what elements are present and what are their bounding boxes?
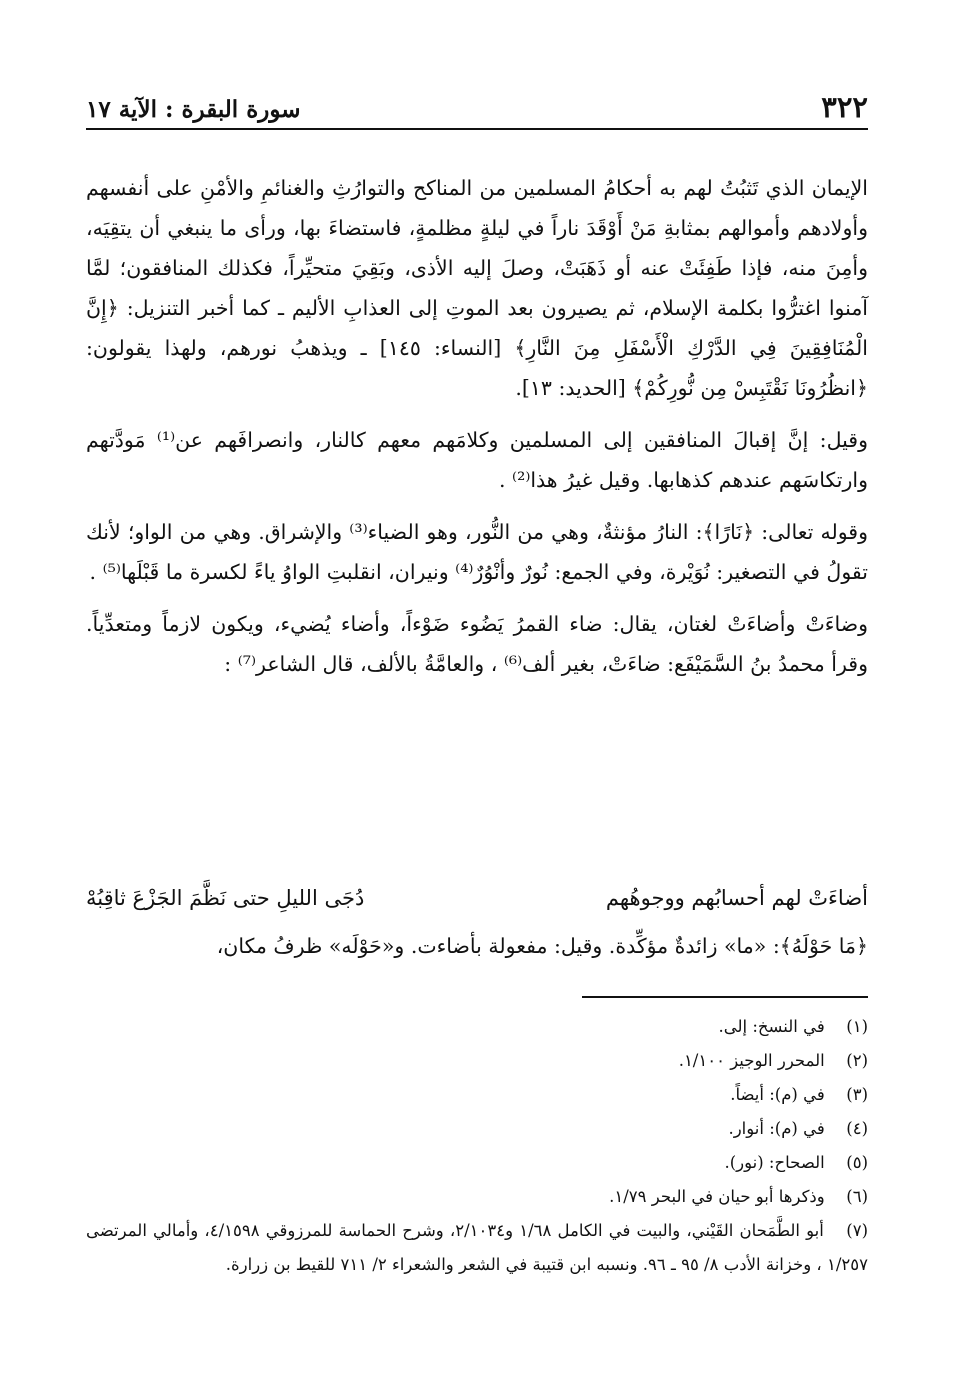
poem-verse [86, 886, 868, 926]
poem-hemistich-second: دُجَى الليلِ حتى نَظَّمَ الجَزْعَ ثاقِبُهْ [86, 886, 365, 910]
footnote-number: (١) [846, 1017, 868, 1036]
page-header [86, 84, 868, 130]
footnote [86, 1146, 868, 1180]
paragraph-4: وضاءَتْ وأضاءَتْ لغتان، يقال: ضاء القمرُ يَضُوء ضَوْءاً، وأضاء يُضيء، ويكون لازماً ومتعدِّياً. وقرأ محمدُ بنُ السَّمَيْفَع: ضاءَتْ، بغير ألف⁽⁶⁾ ، والعامَّةُ بالألف، قال الشاعر⁽⁷⁾ : [86, 612, 868, 676]
paragraph-2: وقيل: إنَّ إقبالَ المنافقين إلى المسلمين وكلامَهم معهم كالنار، وانصرافَهم عن⁽¹⁾ مَودَّتهم وارتكاسَهم عندهم كذهابها. وقيل غيرُ هذا⁽²⁾ . [86, 428, 868, 492]
footnote [86, 1112, 868, 1146]
footnotes [86, 1010, 868, 1282]
paragraph-1: الإيمان الذي تَثبُتُ لهم به أحكامُ المسلمين من المناكح والتوارُثِ والغنائمِ والأمْنِ على أنفسهم وأولادهم وأموالهم بمثابةِ مَنْ أَوْقَدَ ناراً في ليلةٍ مظلمةٍ، فاستضاءَ بها، ورأى ما ينبغي أن يتقِيَه، وأمِنَ منه، فإذا طَفِئَتْ عنه أو ذَهَبَتْ، وصلَ إليه الأذى، وبَقِيَ متحيِّراً، فكذلك المنافقون؛ لمَّا آمنوا اغترُّوا بكلمة الإسلام، ثم يصيرون بعد الموتِ إلى العذابِ الأليم ـ كما أخبر التنزيل: ﴿إِنَّ الْمُنَافِقِينَ فِي الدَّرْكِ الْأَسْفَلِ مِنَ النَّارِ﴾ [النساء: ١٤٥] ـ ويذهبُ نورهم، ولهذا يقولون: ﴿انظُرُونَا نَقْتَبِسْ مِن نُّورِكُمْ﴾ [الحديد: ١٣]. [86, 176, 868, 400]
footnote [86, 1214, 868, 1282]
footnote-text: الصحاح: (نور). [724, 1153, 825, 1172]
footnote [86, 1044, 868, 1078]
footnote-number: (٣) [846, 1085, 868, 1104]
footnote-number: (٤) [846, 1119, 868, 1138]
running-title: سورة البقرة : الآية ١٧ [86, 96, 301, 123]
footnote [86, 1010, 868, 1044]
poem-hemistich-first: أضاءَتْ لهم أحسابُهم ووجوهُهم [605, 886, 868, 910]
footnote-number: (٦) [846, 1187, 868, 1206]
footnote-number: (٧) [846, 1221, 868, 1240]
footnote-separator [582, 996, 868, 998]
footnote-number: (٥) [846, 1153, 868, 1172]
main-text [86, 168, 868, 696]
page-number: ٣٢٢ [821, 90, 868, 124]
continuation-line: ﴿مَا حَوْلَهُ﴾: «ما» زائدةٌ مؤكِّدة. وقيل: مفعولة بأضاءت. و«حَوْلَه» ظرفُ مكان، [216, 934, 868, 958]
footnote-text: المحرر الوجيز ١/١٠٠. [678, 1051, 825, 1070]
footnote-text: في (م): أيضاً. [730, 1085, 825, 1104]
footnote-text: في النسخ: إلى. [718, 1017, 825, 1036]
footnote [86, 1078, 868, 1112]
paragraph-3: وقوله تعالى: ﴿نَارًا﴾: النارُ مؤنثةٌ، وهي من النُّور، وهو الضياء⁽³⁾ والإشراق. وهي من الواو؛ لأنك تقولُ في التصغير: نُوَيْرة، وفي الجمع: نُورٌ وأنْوُرٌ⁽⁴⁾ ونيران، انقلبتِ الواوُ ياءً لكسرة ما قَبْلَها⁽⁵⁾ . [86, 520, 868, 584]
footnote-number: (٢) [846, 1051, 868, 1070]
footnote [86, 1180, 868, 1214]
footnote-text: وذكرها أبو حيان في البحر ١/٧٩. [609, 1187, 825, 1206]
footnote-text: أبو الطَّمَحان القَيْني، والبيت في الكامل ١/٦٨ و٢/١٠٣٤، وشرح الحماسة للمرزوقي ٤/١٥٩٨، وأمالي المرتضى ١/٢٥٧ ، وخزانة الأدب ٨/ ٩٥ ـ ٩٦. ونسبه ابن قتيبة في الشعر والشعراء ٢/ ٧١١ للقيط بن زرارة. [86, 1221, 868, 1274]
footnote-text: في (م): أنوار. [728, 1119, 825, 1138]
